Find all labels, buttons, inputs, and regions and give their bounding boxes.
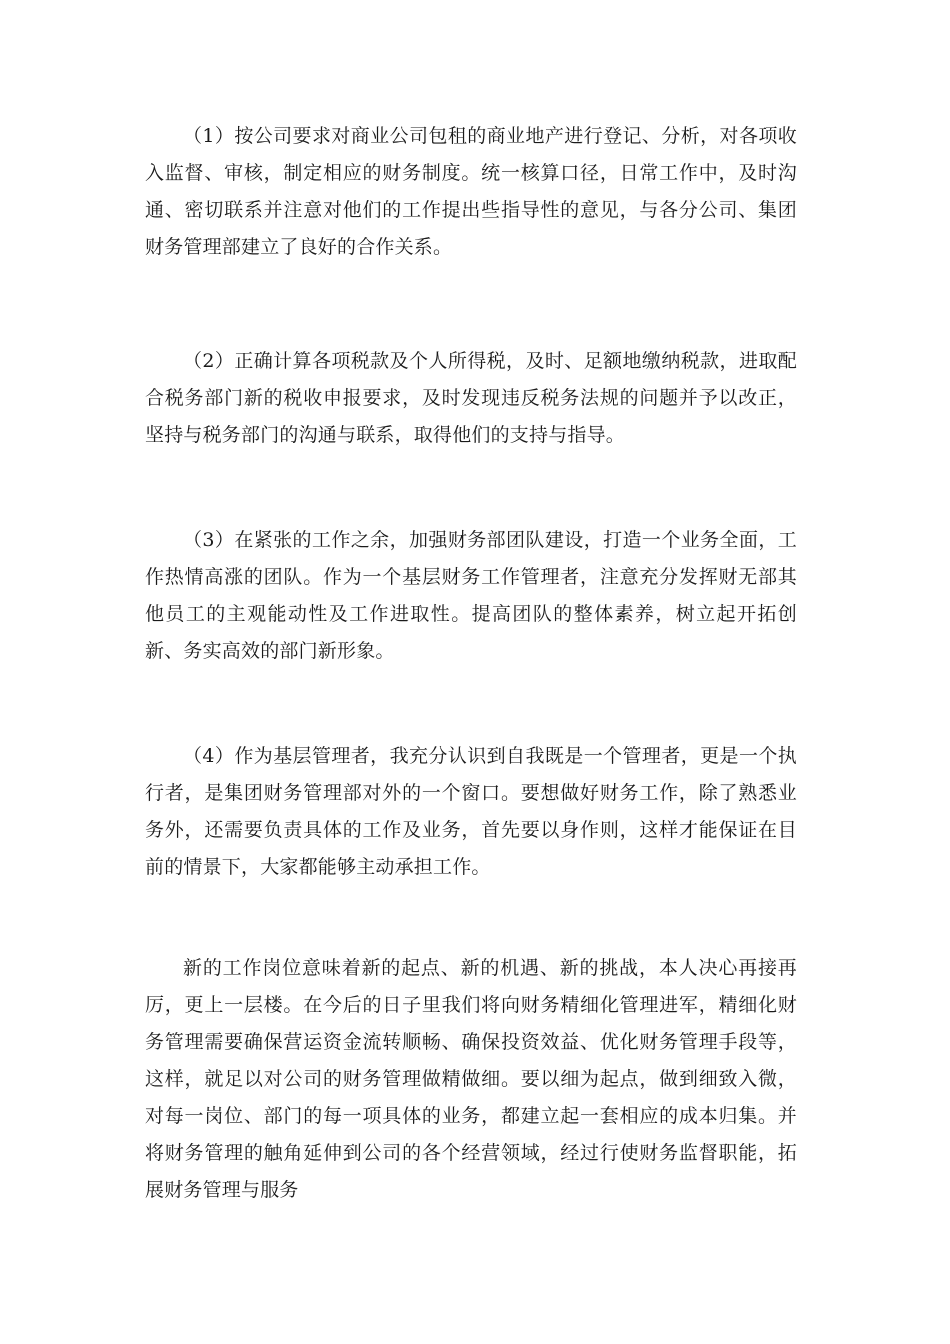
paragraph-3: （3）在紧张的工作之余，加强财务部团队建设，打造一个业务全面，工作热情高涨的团队。作为一个基层财务工作管理者，注意充分发挥财无部其他员工的主观能动性及工作进取性。提高团队的整体素养，树立起开拓创新、务实高效的部门新形象。: [145, 529, 797, 662]
document-body: [145, 118, 797, 1218]
paragraph-2: （2）正确计算各项税款及个人所得税，及时、足额地缴纳税款，进取配合税务部门新的税收申报要求，及时发现违反税务法规的问题并予以改正，坚持与税务部门的沟通与联系，取得他们的支持与指导。: [145, 350, 797, 446]
document-page: [145, 118, 797, 1218]
paragraph-5: 新的工作岗位意味着新的起点、新的机遇、新的挑战，本人决心再接再厉，更上一层楼。在今后的日子里我们将向财务精细化管理进军，精细化财务管理需要确保营运资金流转顺畅、确保投资效益、优化财务管理手段等，这样，就足以对公司的财务管理做精做细。要以细为起点，做到细致入微，对每一岗位、部门的每一项具体的业务，都建立起一套相应的成本归集。并将财务管理的触角延伸到公司的各个经营领域，经过行使财务监督职能，拓展财务管理与服务: [145, 957, 797, 1201]
paragraph-1: （1）按公司要求对商业公司包租的商业地产进行登记、分析，对各项收入监督、审核，制定相应的财务制度。统一核算口径，日常工作中，及时沟通、密切联系并注意对他们的工作提出些指导性的意见，与各分公司、集团财务管理部建立了良好的合作关系。: [145, 125, 797, 258]
paragraph-4: （4）作为基层管理者，我充分认识到自我既是一个管理者，更是一个执行者，是集团财务管理部对外的一个窗口。要想做好财务工作，除了熟悉业务外，还需要负责具体的工作及业务，首先要以身作则，这样才能保证在目前的情景下，大家都能够主动承担工作。: [145, 745, 797, 878]
